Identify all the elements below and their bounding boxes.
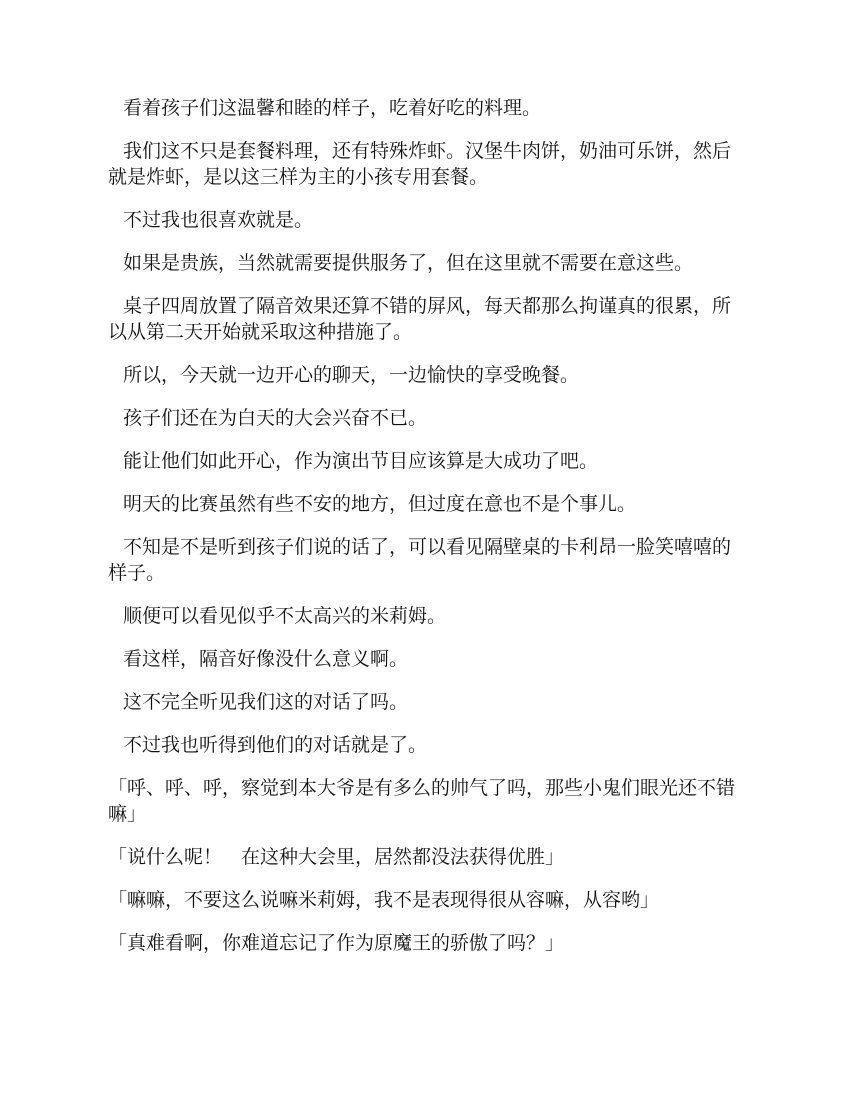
paragraph: 能让他们如此开心，作为演出节目应该算是大成功了吧。 — [123, 450, 599, 472]
paragraph: 这不完全听见我们这的对话了吗。 — [123, 691, 409, 713]
paragraph: 看这样，隔音好像没什么意义啊。 — [123, 648, 409, 670]
paragraph: 明天的比赛虽然有些不安的地方，但过度在意也不是个事儿。 — [123, 493, 637, 515]
paragraph: 如果是贵族，当然就需要提供服务了，但在这里就不需要在意这些。 — [123, 252, 694, 274]
paragraph: 我们这不只是套餐料理，还有特殊炸虾。汉堡牛肉饼，奶油可乐饼，然后就是炸虾，是以这三样为主的小孩专用套餐。 — [108, 140, 732, 188]
document-body — [108, 95, 742, 956]
paragraph: 不过我也听得到他们的对话就是了。 — [123, 734, 428, 756]
dialogue-line: 「呼、呼、呼，察觉到本大爷是有多么的帅气了吗，那些小鬼们眼光还不错嘛」 — [108, 777, 736, 825]
dialogue-line: 「真难看啊，你难道忘记了作为原魔王的骄傲了吗？」 — [108, 932, 565, 954]
paragraph: 桌子四周放置了隔音效果还算不错的屏风，每天都那么拘谨真的很累，所以从第二天开始就采取这种措施了。 — [108, 295, 732, 343]
paragraph: 孩子们还在为白天的大会兴奋不已。 — [123, 407, 428, 429]
paragraph: 不知是不是听到孩子们说的话了，可以看见隔壁桌的卡利昂一脸笑嘻嘻的样子。 — [108, 536, 732, 584]
paragraph: 顺便可以看见似乎不太高兴的米莉姆。 — [123, 605, 447, 627]
dialogue-line: 「嘛嘛，不要这么说嘛米莉姆，我不是表现得很从容嘛，从容哟」 — [108, 889, 660, 911]
paragraph: 不过我也很喜欢就是。 — [123, 209, 314, 231]
dialogue-line: 「说什么呢！ 在这种大会里，居然都没法获得优胜」 — [108, 846, 565, 868]
paragraph: 看着孩子们这温馨和睦的样子，吃着好吃的料理。 — [123, 97, 542, 119]
paragraph: 所以，今天就一边开心的聊天，一边愉快的享受晚餐。 — [123, 364, 580, 386]
